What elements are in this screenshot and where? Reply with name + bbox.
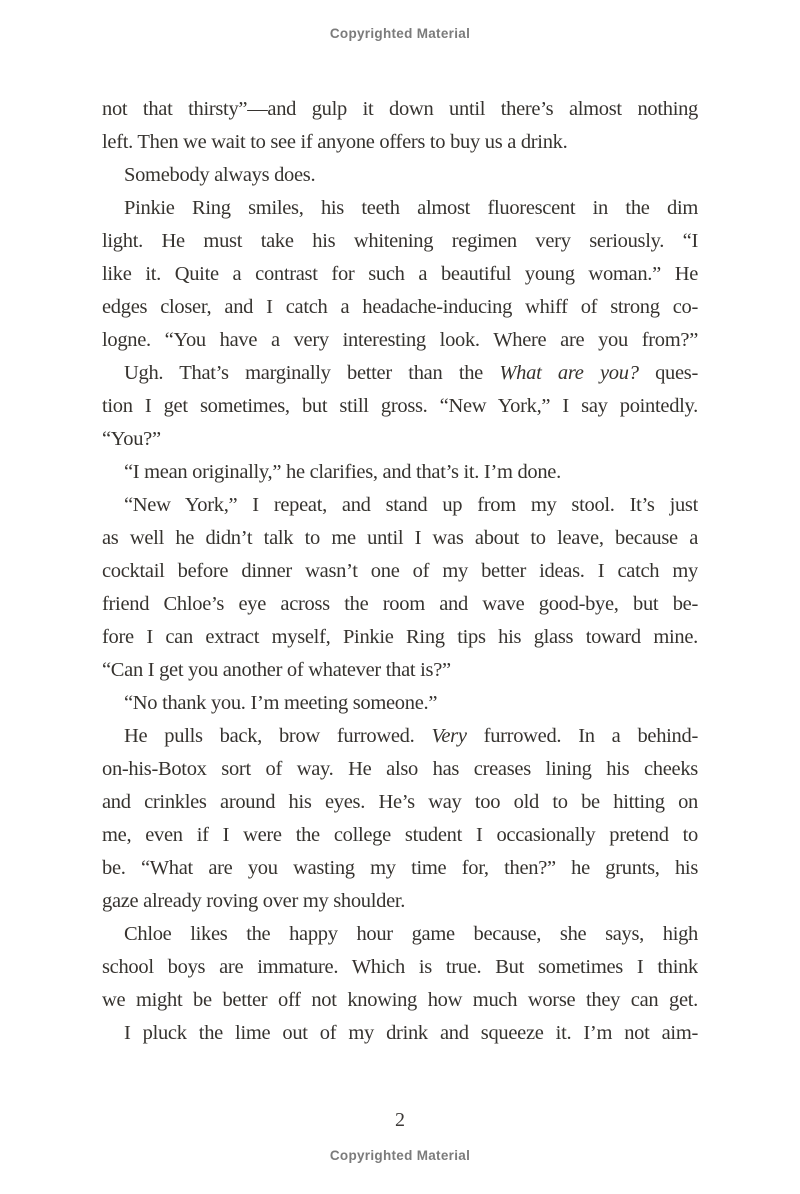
italic-text-segment: Very bbox=[431, 725, 467, 747]
text-segment: Ugh. That’s marginally better than the bbox=[124, 362, 500, 384]
text-line-16 bbox=[102, 588, 698, 621]
text-segment: “Can I get you another of whatever that is?” bbox=[102, 659, 451, 681]
text-segment: He pulls back, brow furrowed. bbox=[124, 725, 432, 747]
text-segment: “I mean originally,” he clarifies, and that’s it. I’m done. bbox=[124, 461, 561, 483]
text-segment: “New York,” I repeat, and stand up from my stool. It’s just bbox=[124, 494, 698, 516]
text-line-11 bbox=[102, 423, 698, 456]
italic-text-segment: What are you? bbox=[499, 362, 639, 384]
text-segment: Pinkie Ring smiles, his teeth almost fluorescent in the dim bbox=[124, 197, 698, 219]
text-segment: not that thirsty”—and gulp it down until there’s almost nothing bbox=[102, 98, 698, 120]
text-segment: be. “What are you wasting my time for, then?” he grunts, his bbox=[102, 857, 698, 879]
text-segment: “You?” bbox=[102, 428, 161, 450]
text-line-13 bbox=[102, 489, 698, 522]
text-line-9 bbox=[102, 357, 698, 390]
text-line-28 bbox=[102, 984, 698, 1017]
text-segment: we might be better off not knowing how much worse they can get. bbox=[102, 989, 698, 1011]
text-segment: furrowed. In a behind- bbox=[466, 725, 698, 747]
text-segment: gaze already roving over my shoulder. bbox=[102, 890, 406, 912]
text-line-20 bbox=[102, 720, 698, 753]
text-line-24 bbox=[102, 852, 698, 885]
copyright-notice-top: Copyrighted Material bbox=[329, 26, 471, 41]
text-line-25 bbox=[102, 885, 698, 918]
text-segment: left. Then we wait to see if anyone offers to buy us a drink. bbox=[102, 131, 568, 153]
text-segment: me, even if I were the college student I occasionally pretend to bbox=[102, 824, 698, 846]
text-line-26 bbox=[102, 918, 698, 951]
copyright-notice-bottom: Copyrighted Material bbox=[329, 1148, 471, 1163]
text-line-27 bbox=[102, 951, 698, 984]
text-segment: school boys are immature. Which is true. But sometimes I think bbox=[102, 956, 698, 978]
text-line-7 bbox=[102, 291, 698, 324]
text-line-23 bbox=[102, 819, 698, 852]
text-line-19 bbox=[102, 687, 698, 720]
text-segment: and crinkles around his eyes. He’s way too old to be hitting on bbox=[102, 791, 698, 813]
text-segment: friend Chloe’s eye across the room and wave good-bye, but be- bbox=[102, 593, 698, 615]
text-line-1 bbox=[102, 93, 698, 126]
text-line-12 bbox=[102, 456, 698, 489]
text-segment: on-his-Botox sort of way. He also has creases lining his cheeks bbox=[102, 758, 698, 780]
text-line-22 bbox=[102, 786, 698, 819]
text-line-29 bbox=[102, 1017, 698, 1050]
text-segment: light. He must take his whitening regimen very seriously. “I bbox=[102, 230, 698, 252]
text-segment: cocktail before dinner wasn’t one of my better ideas. I catch my bbox=[102, 560, 698, 582]
text-segment: I pluck the lime out of my drink and squeeze it. I’m not aim- bbox=[124, 1022, 698, 1044]
text-line-2 bbox=[102, 126, 698, 159]
text-segment: “No thank you. I’m meeting someone.” bbox=[124, 692, 438, 714]
text-line-8 bbox=[102, 324, 698, 357]
page-number: 2 bbox=[395, 1109, 405, 1131]
text-line-14 bbox=[102, 522, 698, 555]
text-segment: Chloe likes the happy hour game because, she says, high bbox=[124, 923, 698, 945]
page-body-text bbox=[102, 93, 698, 1050]
text-line-10 bbox=[102, 390, 698, 423]
text-line-15 bbox=[102, 555, 698, 588]
text-line-6 bbox=[102, 258, 698, 291]
text-line-3 bbox=[102, 159, 698, 192]
text-segment: logne. “You have a very interesting look. Where are you from?” bbox=[102, 329, 698, 351]
text-line-5 bbox=[102, 225, 698, 258]
text-segment: tion I get sometimes, but still gross. “New York,” I say pointedly. bbox=[102, 395, 698, 417]
text-segment: fore I can extract myself, Pinkie Ring tips his glass toward mine. bbox=[102, 626, 698, 648]
text-segment: edges closer, and I catch a headache-inducing whiff of strong co- bbox=[102, 296, 698, 318]
text-line-21 bbox=[102, 753, 698, 786]
text-segment: ques- bbox=[638, 362, 698, 384]
text-line-17 bbox=[102, 621, 698, 654]
text-line-4 bbox=[102, 192, 698, 225]
text-segment: as well he didn’t talk to me until I was about to leave, because a bbox=[102, 527, 698, 549]
text-line-18 bbox=[102, 654, 698, 687]
text-segment: Somebody always does. bbox=[124, 164, 316, 186]
text-segment: like it. Quite a contrast for such a beautiful young woman.” He bbox=[102, 263, 698, 285]
